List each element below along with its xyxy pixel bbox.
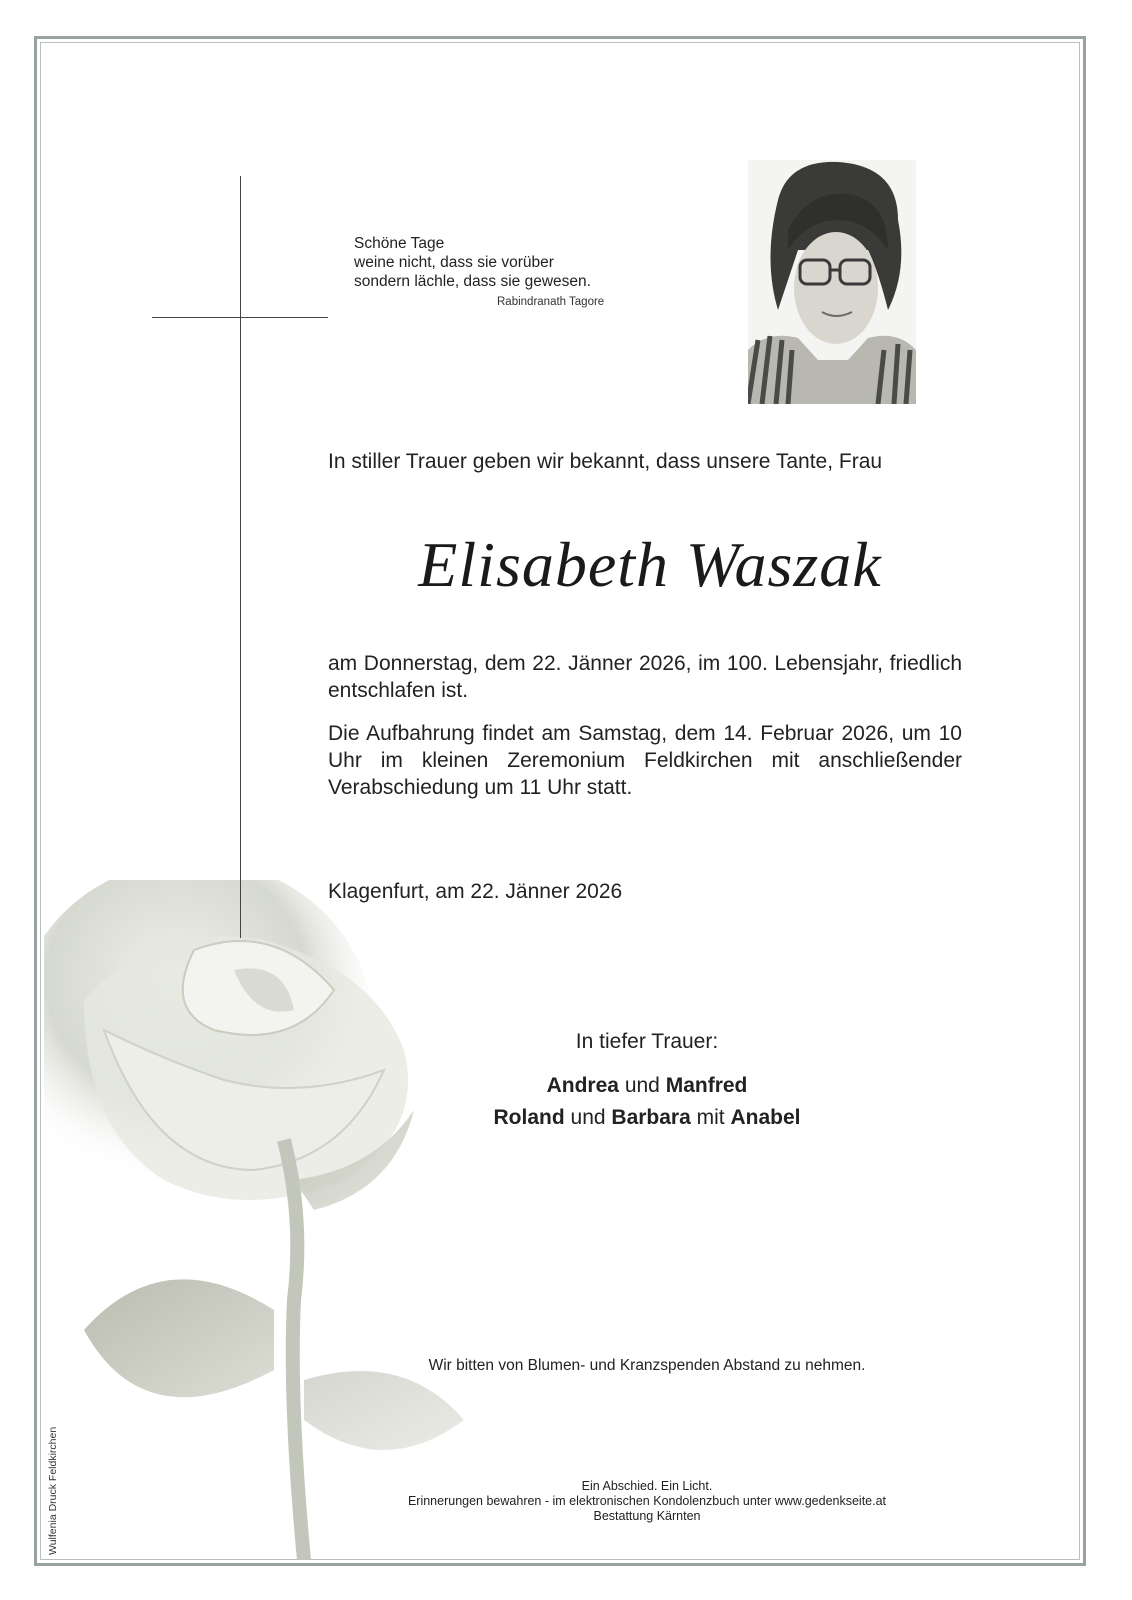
quote-line: sondern lächle, dass sie gewesen. [354, 273, 591, 290]
quote-line: weine nicht, dass sie vorüber [354, 254, 554, 271]
cross-horizontal-bar [152, 317, 328, 318]
mourners-intro: In tiefer Trauer: [575, 1030, 719, 1053]
mourner-conjunction: mit [696, 1106, 725, 1129]
mourner-name: Anabel [730, 1106, 801, 1129]
funeral-details-paragraph: Die Aufbahrung findet am Samstag, dem 14. Februar 2026, um 10 Uhr im kleinen Zeremonium Feldkirchen mit anschließender Verabschiedung um 11 Uhr statt. [328, 722, 962, 799]
footer-line: Ein Abschied. Ein Licht. [581, 1479, 713, 1493]
cross-vertical-bar [240, 176, 241, 938]
quote-line: Schöne Tage [354, 235, 445, 252]
mourner-name: Roland [493, 1106, 565, 1129]
rose-illustration [44, 880, 564, 1560]
mourners-line [330, 1106, 964, 1130]
mourner-conjunction: und [570, 1106, 606, 1129]
mourners-line [330, 1074, 964, 1098]
quote-author: Rabindranath Tagore [497, 296, 605, 308]
announcement-intro: In stiller Trauer geben wir bekannt, dass unsere Tante, Frau [328, 450, 883, 473]
death-notice-paragraph: am Donnerstag, dem 22. Jänner 2026, im 100. Lebensjahr, friedlich entschlafen ist. [328, 652, 962, 702]
deceased-name: Elisabeth Waszak [418, 529, 882, 600]
mourner-conjunction: und [624, 1074, 660, 1097]
footer [330, 1479, 964, 1524]
footer-line: Bestattung Kärnten [593, 1509, 701, 1523]
memorial-quote [354, 234, 591, 291]
flower-request-note: Wir bitten von Blumen- und Kranzspenden Abstand zu nehmen. [428, 1357, 866, 1374]
mourner-name: Manfred [665, 1074, 748, 1097]
footer-line: Erinnerungen bewahren - im elektronischen Kondolenzbuch unter www.gedenkseite.at [407, 1494, 887, 1508]
mourner-name: Andrea [546, 1074, 619, 1097]
mourner-name: Barbara [611, 1106, 691, 1129]
portrait-photo [748, 160, 916, 404]
place-and-date: Klagenfurt, am 22. Jänner 2026 [328, 880, 623, 903]
printer-credit: Wulfenia Druck Feldkirchen [47, 1426, 59, 1555]
